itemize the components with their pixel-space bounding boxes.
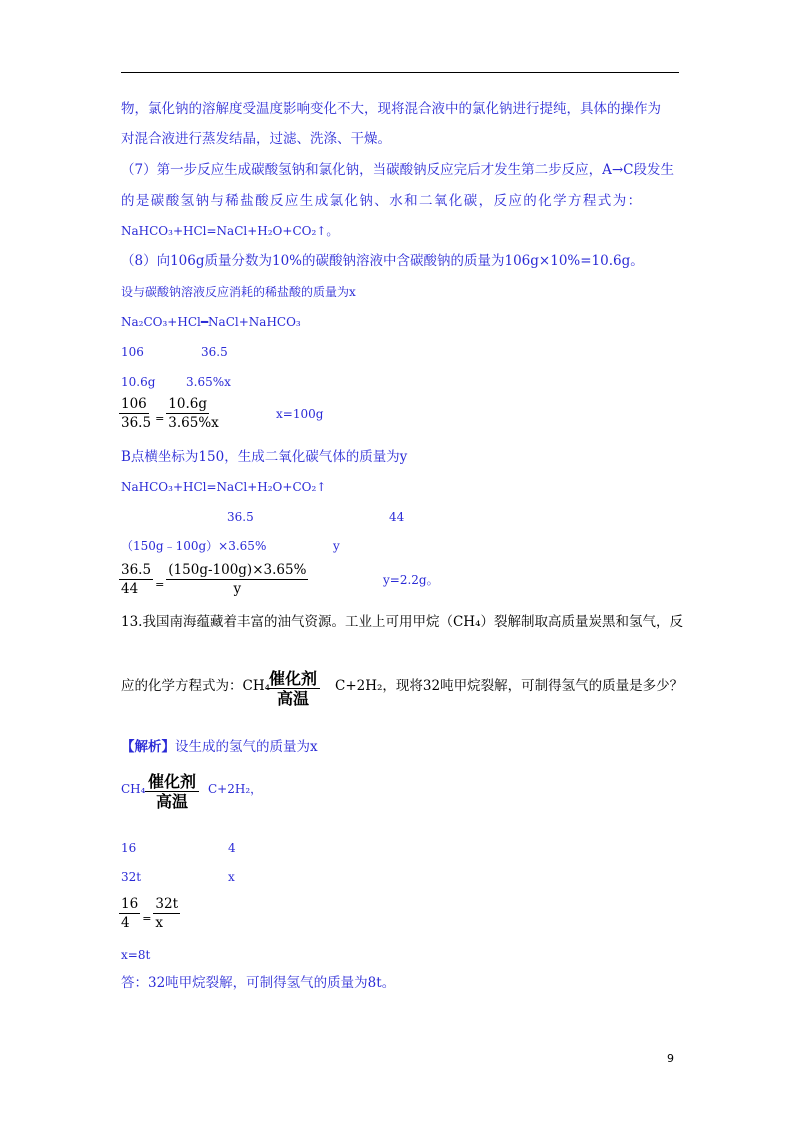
reaction-condition-1 xyxy=(266,669,320,709)
equation-nahco3: NaHCO₃+HCl=NaCl+H₂O+CO₂↑。 xyxy=(121,224,339,238)
catalyst-label: 催化剂 xyxy=(269,669,318,688)
value-y: y xyxy=(333,539,340,553)
analysis-text: 设生成的氢气的质量为x xyxy=(175,739,318,755)
question-13-equation-pre: 应的化学方程式为：CH₄ xyxy=(121,678,271,694)
ratio-16: 16 xyxy=(121,841,137,855)
header-rule xyxy=(121,72,679,73)
equation-nahco3-2: NaHCO₃+HCl=NaCl+H₂O+CO₂↑ xyxy=(121,480,327,494)
value-x: x xyxy=(228,870,235,884)
fraction-1-den-left: 36.5 xyxy=(121,415,152,431)
value-hcl-mass: （150g﹣100g）×3.65% xyxy=(121,539,267,553)
result-y-2-2g: y=2.2g。 xyxy=(383,573,439,587)
value-10-6g: 10.6g xyxy=(121,375,156,389)
fraction-2-den-left: 44 xyxy=(121,581,139,597)
analysis-tag: 【解析】 xyxy=(121,739,175,755)
text-line-4: 的是碳酸氢钠与稀盐酸反应生成氯化钠、水和二氧化碳，反应的化学方程式为： xyxy=(121,193,643,209)
fraction-3-den-right: x xyxy=(155,915,164,931)
ratio-36-5: 36.5 xyxy=(201,345,228,359)
page-number: 9 xyxy=(667,1052,674,1065)
fraction-2-den-right: y xyxy=(233,581,242,597)
ratio-44: 44 xyxy=(389,510,405,524)
text-line-1: 物，氯化钠的溶解度受温度影响变化不大，现将混合液中的氯化钠进行提纯，具体的操作为 xyxy=(121,101,661,117)
fraction-3-eq: = xyxy=(142,912,152,925)
text-line-2: 对混合液进行蒸发结晶，过滤、洗涤、干燥。 xyxy=(121,131,391,147)
text-b-point: B点横坐标为150，生成二氧化碳气体的质量为y xyxy=(121,449,408,465)
reaction-condition-2: 催化剂 高温 xyxy=(145,772,199,812)
value-3-65x: 3.65%x xyxy=(186,375,231,389)
value-32t: 32t xyxy=(121,870,142,884)
ratio-106: 106 xyxy=(121,345,144,359)
fraction-2-eq: = xyxy=(155,578,165,591)
fraction-3 xyxy=(119,896,180,931)
high-temp-label: 高温 xyxy=(277,689,310,708)
ratio-36-5-2: 36.5 xyxy=(227,510,254,524)
result-x-100g: x=100g xyxy=(276,407,324,421)
result-x-8t: x=8t xyxy=(121,948,151,962)
fraction-1-num-left: 106 xyxy=(121,396,147,412)
fraction-2-num-left: 36.5 xyxy=(121,562,152,578)
text-line-8: （8）向106g质量分数为10%的碳酸钠溶液中含碳酸钠的质量为106g×10%=10.6g。 xyxy=(121,253,644,269)
fraction-1-eq: = xyxy=(155,412,165,425)
equation-2-post: C+2H₂， xyxy=(208,782,263,796)
ratio-4: 4 xyxy=(228,841,236,855)
fraction-3-num-left: 16 xyxy=(121,896,139,912)
fraction-2-num-right: (150g-100g)×3.65% xyxy=(168,562,307,578)
equation-na2co3: Na₂CO₃+HCl━NaCl+NaHCO₃ xyxy=(121,315,301,329)
text-assume-x: 设与碳酸钠溶液反应消耗的稀盐酸的质量为x xyxy=(121,285,356,299)
fraction-1-den-right: 3.65%x xyxy=(168,415,219,431)
question-13-equation-post: C+2H₂，现将32吨甲烷裂解，可制得氢气的质量是多少？ xyxy=(335,678,684,694)
fraction-2 xyxy=(119,562,308,597)
fraction-3-num-right: 32t xyxy=(155,896,179,912)
text-line-3: （7）第一步反应生成碳酸氢钠和氯化钠，当碳酸钠反应完后才发生第二步反应，A→C段发生 xyxy=(121,162,674,178)
analysis-line xyxy=(121,738,318,756)
answer-line: 答：32吨甲烷裂解，可制得氢气的质量为8t。 xyxy=(121,975,396,991)
fraction-1-num-right: 10.6g xyxy=(168,396,207,412)
question-13: 13.我国南海蕴藏着丰富的油气资源。工业上可用甲烷（CH₄）裂解制取高质量炭黑和氢气，反 xyxy=(121,614,683,630)
fraction-1 xyxy=(119,396,221,431)
equation-2-pre: CH₄ xyxy=(121,782,146,796)
fraction-3-den-left: 4 xyxy=(121,915,130,931)
